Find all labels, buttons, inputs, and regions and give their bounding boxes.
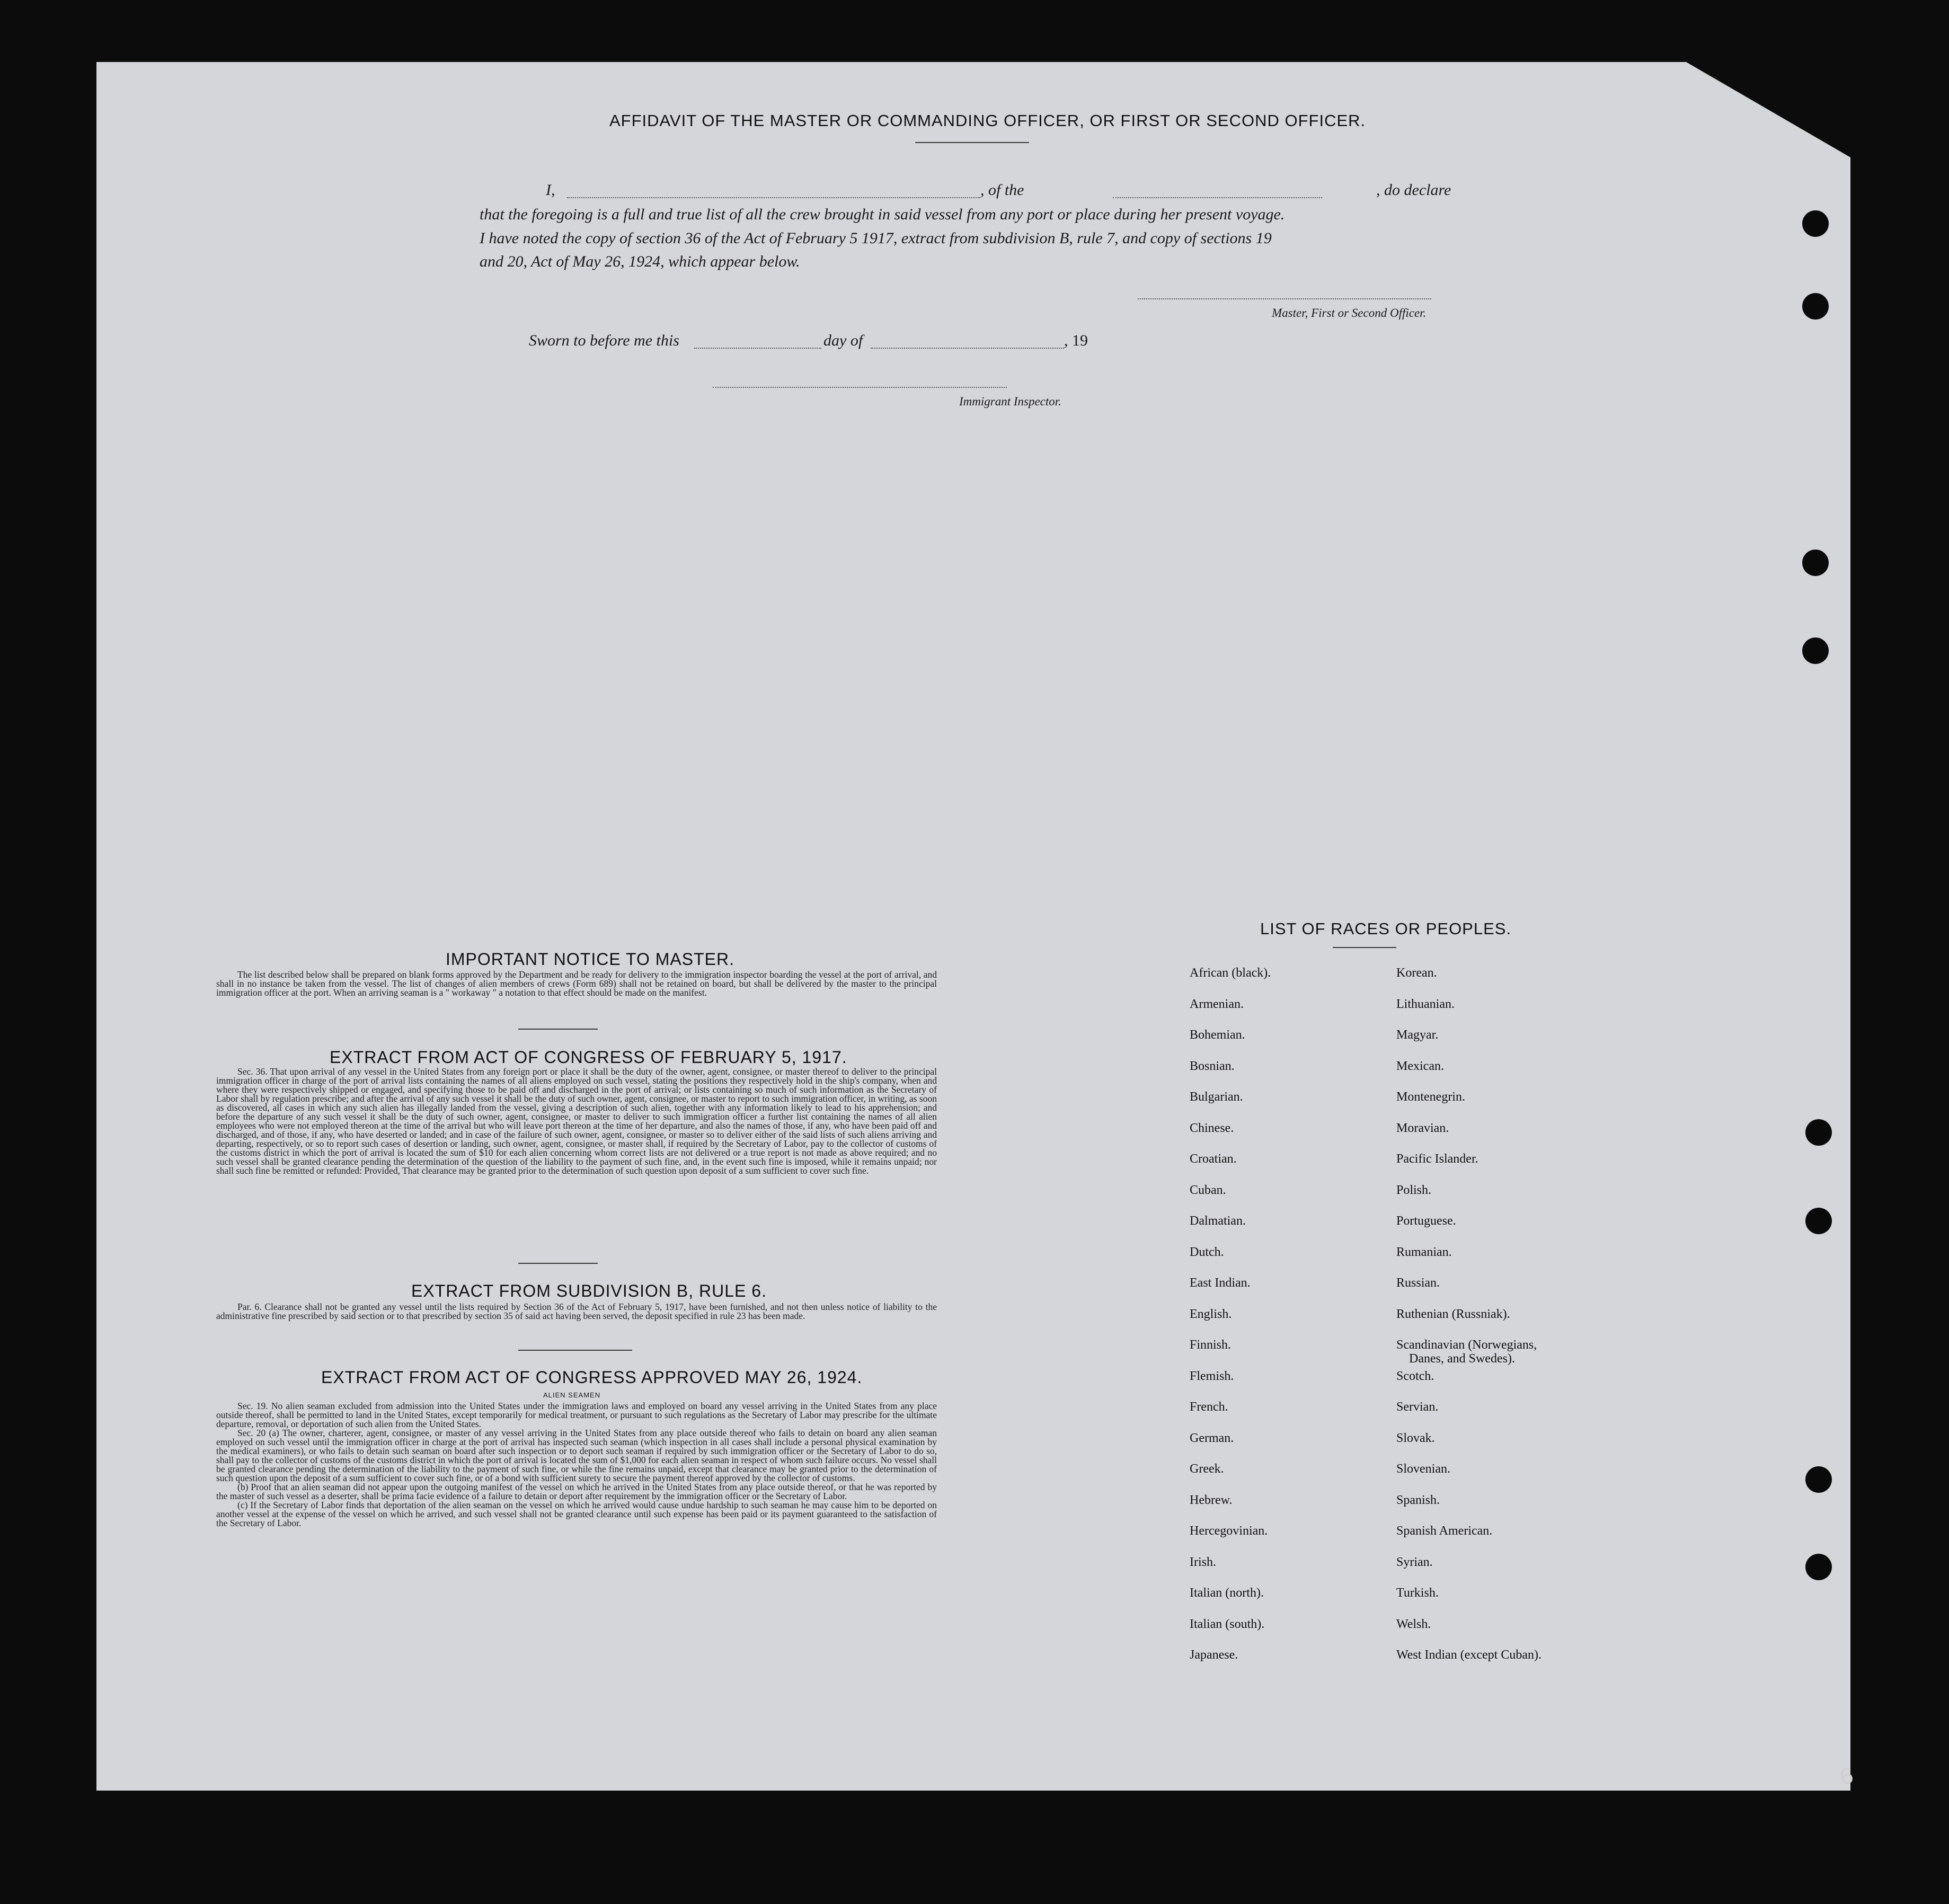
race-item: Croatian.: [1190, 1152, 1237, 1166]
master-signature-line[interactable]: [1138, 298, 1431, 299]
race-item: African (black).: [1190, 966, 1271, 980]
race-item: German.: [1190, 1431, 1234, 1445]
binder-hole: [1802, 293, 1829, 320]
sworn-day: day of: [823, 332, 863, 349]
race-item: Korean.: [1396, 966, 1437, 980]
notice-rule: [518, 1029, 598, 1030]
binder-hole: [1802, 637, 1829, 664]
races-rule: [1333, 947, 1396, 948]
race-item: Chinese.: [1190, 1121, 1234, 1135]
race-item: Bosnian.: [1190, 1059, 1235, 1073]
race-item: Ruthenian (Russniak).: [1396, 1307, 1510, 1321]
inspector-caption: Immigrant Inspector.: [959, 395, 1061, 408]
race-item: Turkish.: [1396, 1586, 1439, 1600]
page-number-mark: 6: [1837, 1763, 1856, 1791]
race-item: Dutch.: [1190, 1245, 1224, 1259]
race-item: Rumanian.: [1396, 1245, 1452, 1259]
inspector-signature-line[interactable]: [713, 387, 1007, 388]
notice-title: IMPORTANT NOTICE TO MASTER.: [446, 950, 734, 969]
binder-hole: [1805, 1208, 1832, 1234]
race-item: Hebrew.: [1190, 1493, 1233, 1507]
race-item: Syrian.: [1396, 1555, 1433, 1569]
race-item: Montenegrin.: [1396, 1090, 1465, 1104]
name-blank[interactable]: [567, 185, 980, 198]
vessel-blank[interactable]: [1113, 185, 1322, 198]
sworn-line: [529, 332, 1112, 353]
extract-1924-title: EXTRACT FROM ACT OF CONGRESS APPROVED MAY 26, 1924.: [321, 1368, 863, 1387]
race-item: Scotch.: [1396, 1369, 1434, 1383]
alien-seamen-subtitle: ALIEN SEAMEN: [543, 1391, 601, 1399]
race-item: Slovak.: [1396, 1431, 1435, 1445]
month-blank[interactable]: [871, 336, 1064, 349]
affidavit-line3: I have noted the copy of section 36 of the Act of February 5 1917, extract from subdivision B, rule 7, and copy of sections 19: [480, 229, 1272, 247]
race-item: Mexican.: [1396, 1059, 1444, 1073]
affidavit-declare: , do declare: [1376, 181, 1451, 199]
race-item: Lithuanian.: [1396, 997, 1455, 1011]
sec20c-paragraph: (c) If the Secretary of Labor finds that deportation of the alien seaman on the vessel on which he arrived would cause undue hardship to such seaman he may cause him to be deported on another vessel at the expense of the vessel on which he arrived, and such vessel shall not be granted clearance until such expense has been paid or its payment guaranteed to the satisfaction of the Secretary of Labor.: [216, 1500, 937, 1528]
notice-paragraph: The list described below shall be prepared on blank forms approved by the Department and be ready for delivery to the immigration inspector boarding the vessel at the port of arrival, and shall in no instance be taken from the vessel. The list of changes of alien members of crews (Form 689) shall not be retained on board, but shall be delivered by the master to the principal immigration officer at the port. When an arriving seaman is a " workaway " a notation to that effect should be made on the manifest.: [216, 969, 937, 998]
race-item: Bohemian.: [1190, 1028, 1245, 1042]
extract-1917-body: [216, 1067, 937, 1175]
subdivision-body: [216, 1303, 937, 1321]
race-item: Scandinavian (Norwegians, Danes, and Swedes).: [1396, 1338, 1537, 1366]
race-item: Italian (south).: [1190, 1617, 1265, 1631]
affidavit-line4: and 20, Act of May 26, 1924, which appear below.: [480, 253, 800, 270]
affidavit-title: AFFIDAVIT OF THE MASTER OR COMMANDING OFFICER, OR FIRST OR SECOND OFFICER.: [609, 111, 1366, 130]
sec36-paragraph: Sec. 36. That upon arrival of any vessel in the United States from any foreign port or place it shall be the duty of the owner, agent, consignee, or master thereof to deliver to the principal immigration officer in charge of the port of arrival lists containing the names of all aliens employed on such vessel, stating the positions they respectively hold in the ship's company, when and where they were respectively shipped or engaged, and specifying those to be paid off and discharged in the port of arrival; or lists containing so much of such information as the Secretary of Labor shall by regulation prescribe; and after the arrival of any such vessel it shall be the duty of such owner, agent, consignee, or master to report to such immigration officer, in writing, as soon as discovered, all cases in which any such alien has illegally landed from the vessel, giving a description of such alien, together with any information likely to lead to his apprehension; and before the departure of any such vessel it shall be the duty of such owner, agent, consignee, or master to deliver to such immigration officer a further list containing the names of all alien employees who were not employed thereon at the time of the arrival but who will leave port thereon at the time of her departure, and also the names of those, if any, who have been paid off and discharged, and of those, if any, who have deserted or landed; and in case of the failure of such owner, agent, consignee, or master so to deliver either of the said lists of such aliens arriving and departing, respectively, or so to report such cases of desertion or landing, such owner, agent, consignee, or master shall, if required by the Secretary of Labor, pay to the collector of customs of the customs district in which the port of arrival is located the sum of $10 for each alien concerning whom correct lists are not delivered or a true report is not made as above required; and no such vessel shall be granted clearance pending the determination of the question of the liability to the payment of such fine, and, in the event such fine is imposed, while it remains unpaid; nor shall such fine be remitted or refunded: Provided, That clearance may be granted prior to the determination of such question upon deposit of a sum sufficient to cover such fine.: [216, 1066, 937, 1176]
race-item: Cuban.: [1190, 1183, 1226, 1197]
race-item: Irish.: [1190, 1555, 1216, 1569]
race-item: English.: [1190, 1307, 1232, 1321]
extract-1924-body: [216, 1402, 937, 1528]
race-item: Moravian.: [1396, 1121, 1449, 1135]
master-caption: Master, First or Second Officer.: [1272, 306, 1427, 320]
sworn-prefix: Sworn to before me this: [529, 332, 679, 349]
title-rule: [915, 142, 1029, 143]
race-item: Slovenian.: [1396, 1462, 1450, 1476]
race-item: East Indian.: [1190, 1276, 1251, 1290]
race-item: Pacific Islander.: [1396, 1152, 1478, 1166]
affidavit-i: I,: [546, 181, 555, 199]
binder-hole: [1802, 550, 1829, 576]
race-item: French.: [1190, 1400, 1228, 1414]
race-item: Japanese.: [1190, 1648, 1238, 1662]
sec20a-paragraph: Sec. 20 (a) The owner, charterer, agent, consignee, or master of any vessel arriving in the United States from any place outside thereof who fails to detain on board any alien seaman employed on such vessel until the immigration officer in charge at the port of arrival has inspected such seaman (which inspection in all cases shall include a personal physical examination by the medical examiners), or who fails to detain such seaman on board after such inspection or to deport such seaman if required by such immigration officer or the Secretary of Labor to do so, shall pay to the collector of customs of the customs district in which the port of arrival is located the sum of $1,000 for each alien seaman in respect of whom such failure occurs. No vessel shall be granted clearance pending the determination of the liability to the payment of such fine, or while the fine remains unpaid, except that clearance may be granted prior to the determination of such question upon the deposit of a sum sufficient to cover such fine, or of a bond with sufficient surety to secure the payment thereof approved by the collector of customs.: [216, 1428, 937, 1483]
binder-hole: [1805, 1554, 1832, 1580]
race-item: Servian.: [1396, 1400, 1439, 1414]
race-item: Russian.: [1396, 1276, 1440, 1290]
document-page: [96, 62, 1850, 1791]
race-item: Portuguese.: [1396, 1214, 1456, 1228]
race-item: West Indian (except Cuban).: [1396, 1648, 1542, 1662]
race-item: Finnish.: [1190, 1338, 1232, 1352]
par6-paragraph: Par. 6. Clearance shall not be granted any vessel until the lists required by Section 36 of the Act of February 5, 1917, have been furnished, and not then unless notice of liability to the administrative fine prescribed by said section or to that prescribed by section 35 of said act having been served, the deposit specified in rule 23 has been made.: [216, 1301, 937, 1321]
sec20b-paragraph: (b) Proof that an alien seaman did not appear upon the outgoing manifest of the vessel on which he arrived in the United States from any place outside thereof, or that he was reported by the master of such vessel as a deserter, shall be prima facie evidence of a failure to detain or deport after requirement by the immigration officer or the Secretary of Labor.: [216, 1482, 937, 1501]
affidavit-of-the: , of the: [980, 181, 1024, 199]
races-title: LIST OF RACES OR PEOPLES.: [1260, 919, 1512, 938]
race-item: Magyar.: [1396, 1028, 1439, 1042]
races-left-column: [1190, 966, 1271, 1679]
binder-hole: [1805, 1466, 1832, 1493]
race-item: Italian (north).: [1190, 1586, 1264, 1600]
races-right-column: [1396, 966, 1542, 1679]
race-item: Flemish.: [1190, 1369, 1234, 1383]
subdivision-rule-bottom: [518, 1350, 632, 1351]
race-item: Armenian.: [1190, 997, 1244, 1011]
binder-hole: [1802, 210, 1829, 237]
race-item: Dalmatian.: [1190, 1214, 1246, 1228]
binder-hole: [1805, 1119, 1832, 1146]
subdivision-title: EXTRACT FROM SUBDIVISION B, RULE 6.: [411, 1281, 767, 1300]
race-item: Polish.: [1396, 1183, 1432, 1197]
affidavit-line2: that the foregoing is a full and true list of all the crew brought in said vessel from any port or place during her present voyage.: [480, 206, 1285, 223]
sec19-paragraph: Sec. 19. No alien seaman excluded from admission into the United States under the immigration laws and employed on board any vessel arriving in the United States from any place outside thereof, shall be permitted to land in the United States, except temporarily for medical treatment, or pursuant to such regulations as the Secretary of Labor may prescribe for the ultimate departure, removal, or deportation of such alien from the United States.: [216, 1401, 937, 1429]
race-item: Hercegovinian.: [1190, 1524, 1268, 1538]
subdivision-rule-top: [518, 1263, 598, 1264]
race-item: Spanish.: [1396, 1493, 1440, 1507]
race-item: Greek.: [1190, 1462, 1224, 1476]
notice-body: [216, 970, 937, 997]
sworn-year: , 19: [1064, 332, 1088, 349]
race-item: Welsh.: [1396, 1617, 1431, 1631]
race-item: Bulgarian.: [1190, 1090, 1243, 1104]
race-item: Spanish American.: [1396, 1524, 1493, 1538]
extract-1917-title: EXTRACT FROM ACT OF CONGRESS OF FEBRUARY 5, 1917.: [330, 1048, 847, 1067]
day-blank[interactable]: [694, 336, 821, 349]
